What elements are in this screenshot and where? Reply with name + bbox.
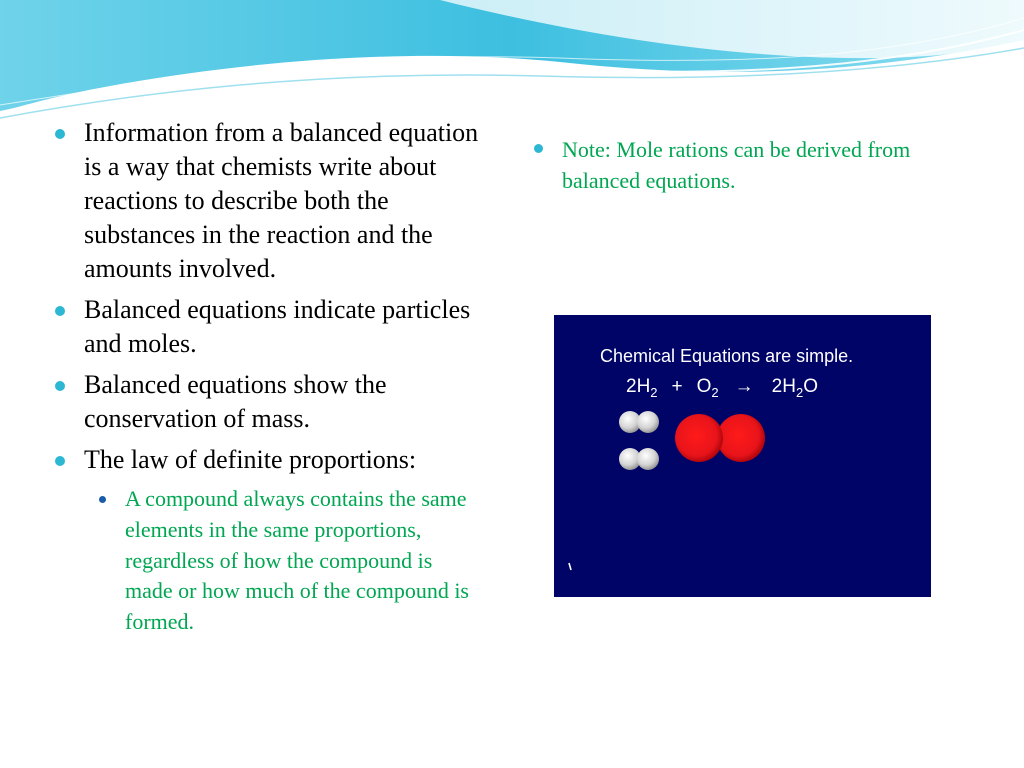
main-bullet-list bbox=[55, 116, 495, 638]
product-water: 2H bbox=[771, 376, 796, 397]
note-text: Note: Mole rations can be derived from balanced equations. bbox=[562, 137, 911, 193]
subscript: 2 bbox=[650, 385, 658, 400]
subscript: 2 bbox=[795, 385, 804, 400]
sub-bullet-compound-definition bbox=[99, 484, 470, 638]
reactant-hydrogen: 2H bbox=[626, 376, 651, 397]
arrow-icon: → bbox=[734, 376, 754, 397]
bullet-dot-icon bbox=[55, 129, 65, 139]
wave-header-decoration bbox=[0, 0, 1024, 120]
reactant-oxygen: O bbox=[696, 376, 712, 397]
plus-sign: + bbox=[671, 376, 683, 397]
bullet-conservation-mass bbox=[55, 368, 495, 436]
sub-bullet-dot-icon bbox=[99, 496, 106, 503]
chemical-equation-diagram bbox=[554, 315, 931, 597]
bullet-dot-icon bbox=[55, 456, 65, 466]
bullet-dot-icon bbox=[534, 144, 543, 153]
bullet-dot-icon bbox=[55, 306, 65, 316]
bullet-particles-moles bbox=[55, 293, 495, 361]
diagram-title: Chemical Equations are simple. bbox=[600, 346, 854, 366]
bullet-definite-proportions bbox=[55, 443, 495, 477]
bullet-dot-icon bbox=[55, 381, 65, 391]
note-mole-ratios bbox=[534, 134, 982, 196]
bullet-text: The law of definite proportions: bbox=[84, 445, 417, 474]
bullet-balanced-equation-info bbox=[55, 116, 495, 286]
sub-bullet-text: A compound always contains the same elements in the same proportions, regardless of how the compound is made or how much of the compound is formed. bbox=[125, 486, 469, 635]
bullet-text: Information from a balanced equation is a way that chemists write about reactions to describe both the substances in the reaction and the amounts involved. bbox=[84, 118, 479, 283]
subscript: 2 bbox=[711, 385, 719, 400]
product-oxygen: O bbox=[803, 376, 818, 397]
bullet-text: Balanced equations indicate particles and moles. bbox=[84, 295, 471, 358]
bullet-text: Balanced equations show the conservation of mass. bbox=[84, 370, 387, 433]
